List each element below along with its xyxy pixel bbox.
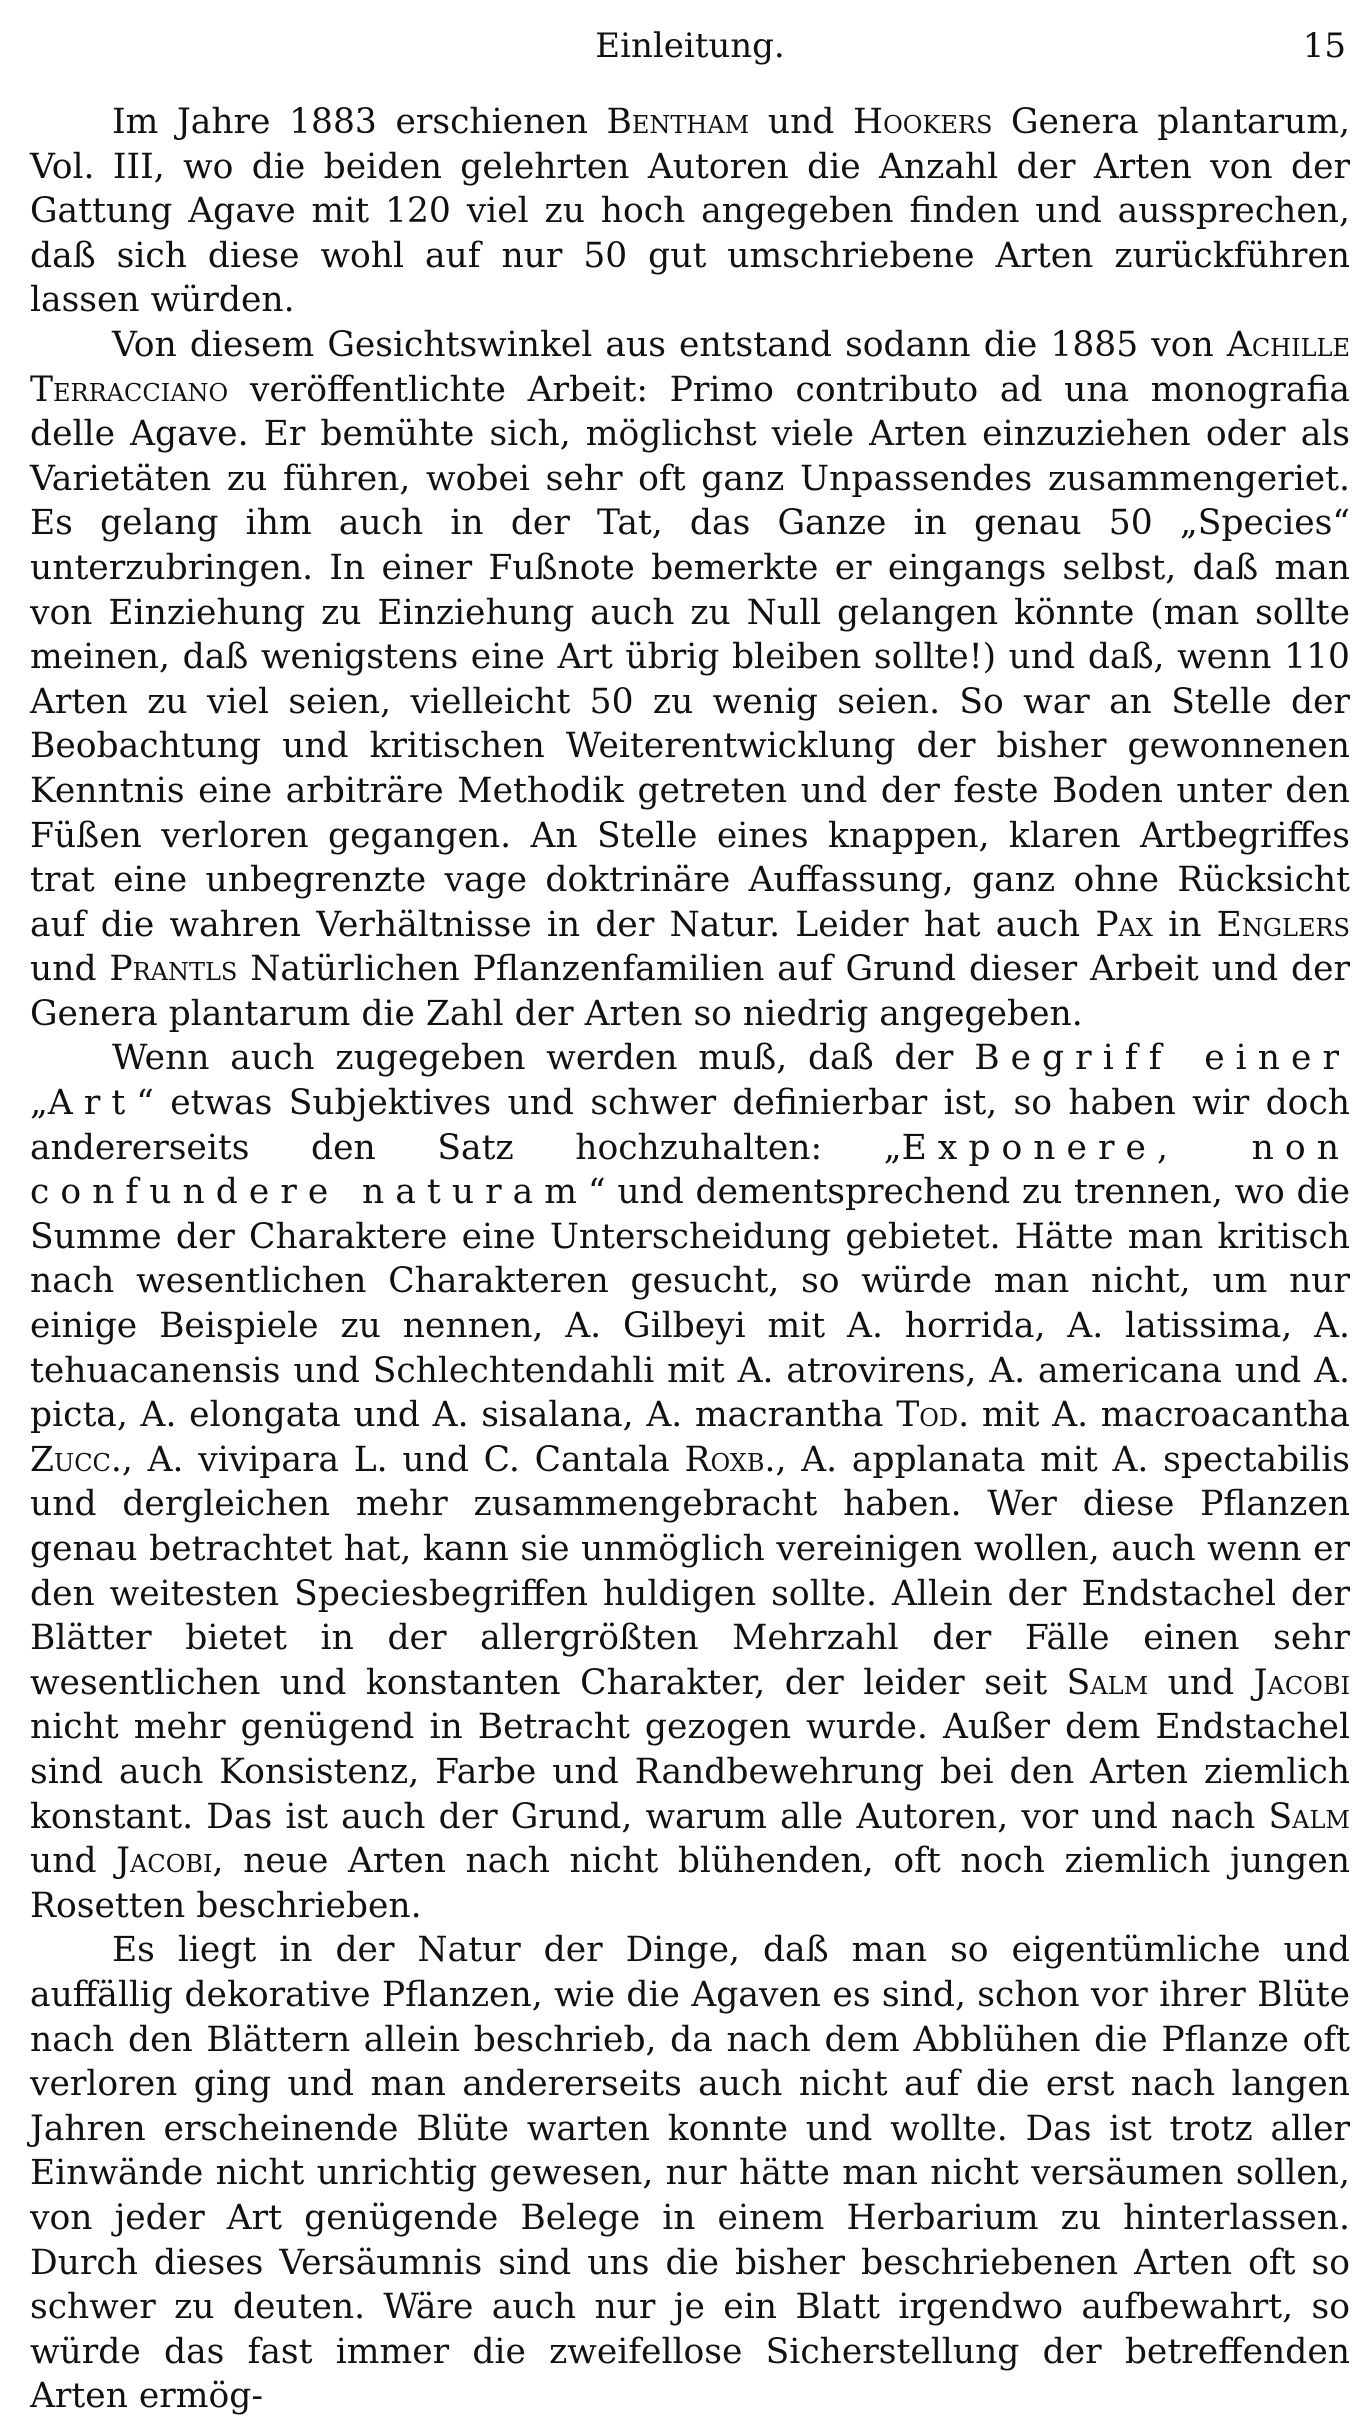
text-run: und: [30, 1841, 117, 1882]
author-name: Achille Terracciano: [30, 324, 1350, 410]
text-run: Natürlichen Pflanzenfamilien auf Grund dieser Arbeit und der Genera plantarum die Zahl der Arten so niedrig angegeben.: [30, 949, 1350, 1034]
text-run: nicht mehr genügend in Betracht gezogen wurde. Außer dem Endstachel sind auch Konsistenz, Farbe und Randbewehrung bei den Arten ziemlich konstant. Das ist auch der Grund, warum alle Autoren, vor und nach: [30, 1707, 1350, 1837]
author-name: Tod.: [896, 1395, 970, 1436]
text-run: und: [30, 949, 110, 990]
author-name: Pax: [1095, 904, 1153, 945]
paragraph-3: [30, 1036, 1350, 1928]
text-run: Genera plantarum, Vol. III, wo die beiden gelehrten Autoren die Anzahl der Arten von der Gattung Agave mit 120 viel zu hoch angegeben finden und aussprechen, daß sich diese wohl auf nur 50 gut umschriebene Arten zurückführen lassen würden.: [30, 102, 1350, 321]
text-run: , A. applanata mit A. spectabilis und dergleichen mehr zusammengebracht haben. Wer diese Pflanzen genau betrachtet hat, kann sie unmöglich vereinigen wollen, auch wenn er den weitesten Speciesbegriffen huldigen sollte. Allein der Endstachel der Blätter bietet in der allergrößten Mehrzahl der Fälle einen sehr wesentlichen und konstanten Charakter, der leider seit: [30, 1439, 1350, 1703]
text-run: Im Jahre 1883 erschienen: [112, 102, 607, 142]
author-name: Zucc.: [30, 1439, 122, 1480]
text-run: „: [30, 1083, 48, 1124]
text-run: und: [1148, 1662, 1254, 1703]
body-text: [30, 100, 1350, 2419]
paragraph-4: [30, 1928, 1350, 2419]
text-run: mit A. macroacantha: [969, 1395, 1350, 1436]
text-run: “ und dementsprechend zu trennen, wo die Summe der Charaktere eine Unterscheidung gebietet. Hätte man kritisch nach wesentlichen Charakteren gesucht, so würde man nicht, um nur einige Beispiele zu nennen, A. Gilbeyi mit A. horrida, A. latissima, A. tehuacanensis und Schlechtendahli mit A. atrovirens, A. americana und A. picta, A. elongata und A. sisalana, A. macrantha: [30, 1172, 1351, 1436]
author-name: Englers: [1216, 904, 1350, 945]
paragraph-2: [30, 323, 1350, 1037]
chapter-title: Einleitung.: [595, 26, 785, 66]
text-run: Von diesem Gesichtswinkel aus entstand sodann die 1885 von: [112, 324, 1227, 365]
text-run: veröffentlichte Arbeit: Primo contributo ad una monografia delle Agave. Er bemühte sich, möglichst viele Arten einzuziehen oder als Varietäten zu führen, wobei sehr oft ganz Unpassendes zusammengeriet. Es gelang ihm auch in der Tat, das Ganze in genau 50 „Species“ unterzubringen. In einer Fußnote bemerkte er eingangs selbst, daß man von Einziehung zu Einziehung auch zu Null gelangen könnte (man sollte meinen, daß wenigstens eine Art übrig bleiben sollte!) und daß, wenn 110 Arten zu viel seien, vielleicht 50 zu wenig seien. So war an Stelle der Beobachtung und kritischen Weiterentwicklung der bisher gewonnenen Kenntnis eine arbiträre Methodik getreten und der feste Boden unter den Füßen verloren gegangen. An Stelle eines knappen, klaren Artbegriffes trat eine unbegrenzte vage doktrinäre Auffassung, ganz ohne Rücksicht auf die wahren Verhältnisse in der Natur. Leider hat auch: [30, 369, 1350, 945]
emphasized-text: Art: [47, 1083, 137, 1124]
text-run: “ etwas Subjektives und schwer definierbar ist, so haben wir doch andererseits den Satz hochzuhalten: „: [30, 1083, 1350, 1168]
paragraph-1: [30, 100, 1350, 323]
book-page: [30, 0, 1350, 2436]
emphasized-text: Exponere, non confundere naturam: [30, 1127, 1350, 1213]
text-run: und: [749, 102, 853, 142]
author-name: Roxb.: [684, 1439, 776, 1480]
emphasized-text: Begriff einer: [974, 1038, 1350, 1079]
running-head: [30, 22, 1350, 70]
author-name: Bentham: [606, 102, 750, 142]
author-name: Jacobi: [1253, 1662, 1350, 1703]
page-number: 15: [1302, 26, 1346, 66]
text-run: in: [1152, 904, 1217, 945]
author-name: Prantls: [109, 949, 238, 990]
text-run: , A. vivipara L. und C. Cantala: [121, 1439, 685, 1480]
text-run: Wenn auch zugegeben werden muß, daß der: [112, 1038, 975, 1079]
author-name: Salm: [1268, 1796, 1350, 1837]
author-name: Salm: [1066, 1662, 1149, 1703]
text-run: , neue Arten nach nicht blühenden, oft noch ziemlich jungen Rosetten beschrieben.: [30, 1841, 1350, 1926]
author-name: Hookers: [852, 102, 993, 142]
author-name: Jacobi: [116, 1841, 213, 1882]
text-run: Es liegt in der Natur der Dinge, daß man so eigentümliche und auffällig dekorative Pflanzen, wie die Agaven es sind, schon vor ihrer Blüte nach den Blättern allein beschrieb, da nach dem Abblühen die Pflanze oft verloren ging und man andererseits auch nicht auf die erst nach langen Jahren erscheinende Blüte warten konnte und wollte. Das ist trotz aller Einwände nicht unrichtig gewesen, nur hätte man nicht versäumen sollen, von jeder Art genügende Belege in einem Herbarium zu hinterlassen. Durch dieses Versäumnis sind uns die bisher beschriebenen Arten oft so schwer zu deuten. Wäre auch nur je ein Blatt irgendwo aufbewahrt, so würde das fast immer die zweifellose Sicherstellung der betreffenden Arten ermög-: [30, 1930, 1350, 2417]
